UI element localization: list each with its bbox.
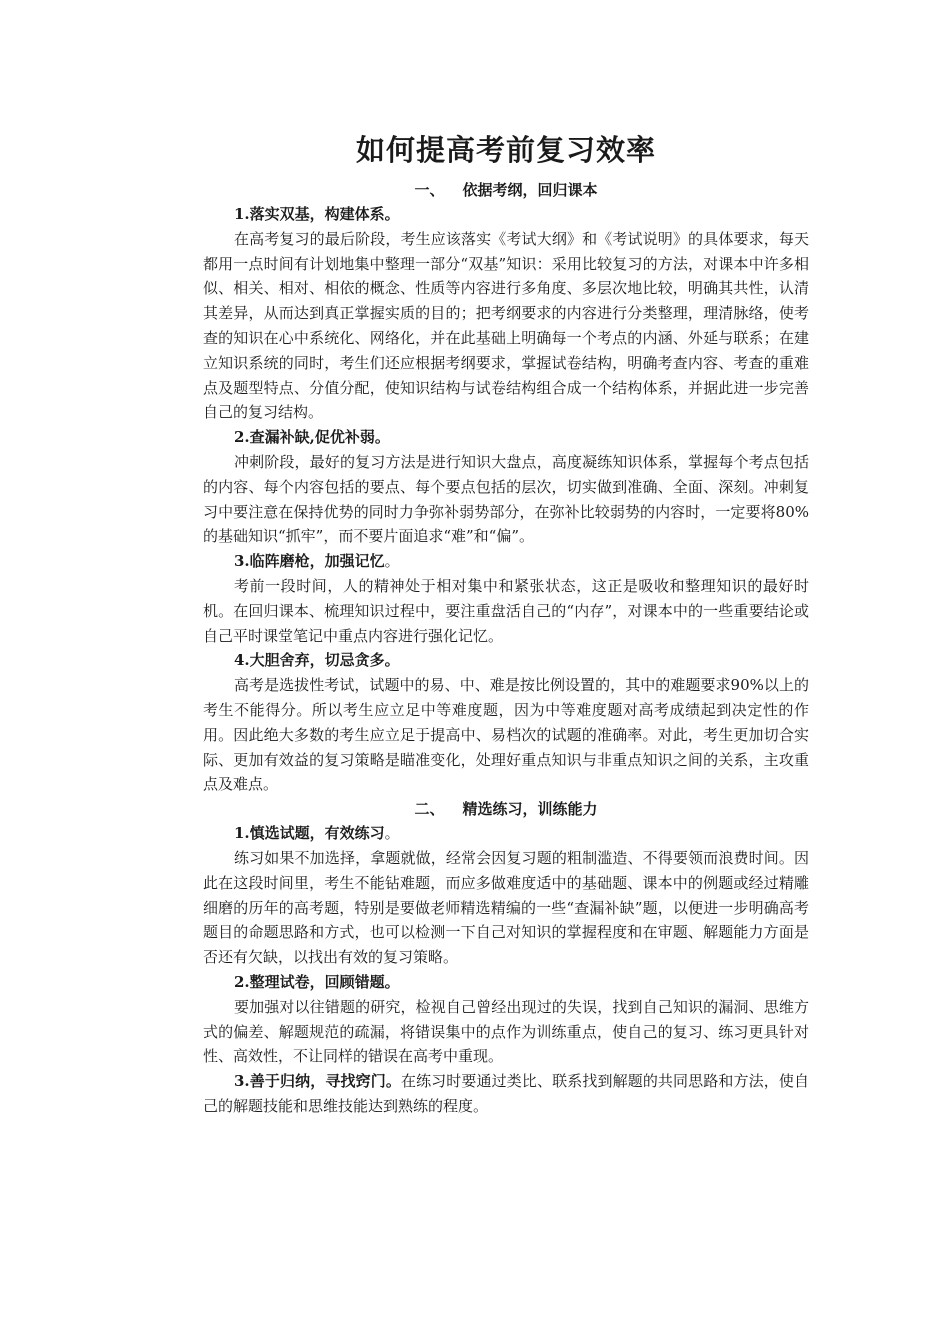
paragraph-1-1: 在高考复习的最后阶段，考生应该落实《考试大纲》和《考试说明》的具体要求，每天都用一点时间有计划地集中整理一部分“双基”知识：采用比较复习的方法，对课本中许多相似、相关、相对、相依的概念、性质等内容进行多角度、多层次地比较，明确其共性，认清其差异，从而达到真正掌握实质的目的；把考纲要求的内容进行分类整理，理清脉络，使考查的知识在心中系统化、网络化，并在此基础上明确每一个考点的内涵、外延与联系；在建立知识系统的同时，考生们还应根据考纲要求，掌握试卷结构，明确考查内容、考查的重难点及题型特点、分值分配，使知识结构与试卷结构组合成一个结构体系，并据此进一步完善自己的复习结构。 (203, 229, 809, 422)
subheading-text: 1.慎选试题，有效练习 (234, 824, 385, 843)
subheading-2-2 (203, 970, 809, 995)
subheading-1-1 (203, 202, 809, 227)
section-title: 精选练习，训练能力 (462, 800, 598, 819)
subheading-1-4 (203, 648, 809, 673)
subheading-suffix: 。 (384, 552, 400, 571)
paragraph-2-2: 要加强对以往错题的研究，检视自己曾经出现过的失误，找到自己知识的漏洞、思维方式的偏差、解题规范的疏漏，将错误集中的点作为训练重点，使自己的复习、练习更具针对性、高效性，不让同样的错误在高考中重现。 (203, 997, 809, 1066)
subheading-1-3 (203, 549, 809, 574)
section-title: 依据考纲，回归课本 (462, 181, 598, 199)
paragraph-2-1: 练习如果不加选择，拿题就做，经常会因复习题的粗制滥造、不得要领而浪费时间。因此在这段时间里，考生不能钻难题，而应多做难度适中的基础题、课本中的例题或经过精雕细磨的历年的高考题，特别是要做老师精选精编的一些“查漏补缺”题，以便进一步明确高考题目的命题思路和方式，也可以检测一下自己对知识的掌握程度和在审题、解题能力方面是否还有欠缺，以找出有效的复习策略。 (203, 848, 809, 967)
document-title: 如何提高考前复习效率 (355, 133, 656, 167)
inline-text: 在练习时要通过类比、联系找到解题的共同思路和方法，使自己的解题技能和思维技能达到熟练的程度。 (203, 1072, 809, 1115)
subheading-suffix: 。 (384, 824, 400, 843)
paragraph-1-3: 考前一段时间，人的精神处于相对集中和紧张状态，这正是吸收和整理知识的最好时机。在回归课本、梳理知识过程中，要注重盘活自己的“内存”，对课本中的一些重要结论或自己平时课堂笔记中重点内容进行强化记忆。 (203, 576, 809, 645)
subheading-text: 1.落实双基，构建体系。 (234, 205, 400, 223)
subheading-text: 4.大胆舍弃，切忌贪多。 (234, 651, 400, 670)
subheading-1-2 (203, 425, 809, 450)
subheading-2-1 (203, 821, 809, 846)
subheading-text: 2.整理试卷，回顾错题。 (234, 972, 400, 991)
paragraph-1-4: 高考是选拔性考试，试题中的易、中、难是按比例设置的，其中的难题要求90%以上的考生不能得分。所以考生应立足中等难度题，因为中等难度题对高考成绩起到决定性的作用。因此绝大多数的考生应立足于提高中、易档次的试题的准确率。对此，考生更加切合实际、更加有效益的复习策略是瞄准变化，处理好重点知识与非重点知识之间的关系，主攻重点及难点。 (203, 676, 809, 794)
document-page (203, 130, 809, 1119)
section-heading-2 (203, 797, 809, 821)
inline-subheading: 3.善于归纳，寻找窍门。 (234, 1072, 401, 1091)
paragraph-2-3 (203, 1069, 809, 1119)
section-number: 二、 (414, 800, 445, 819)
section-number: 一、 (414, 181, 445, 199)
section-heading-1 (203, 178, 809, 202)
subheading-text: 3.临阵磨枪，加强记忆 (234, 552, 385, 571)
subheading-text: 2.查漏补缺,促优补弱。 (234, 428, 390, 447)
paragraph-1-2: 冲刺阶段，最好的复习方法是进行知识大盘点，高度凝练知识体系，掌握每个考点包括的内容、每个内容包括的要点、每个要点包括的层次，切实做到准确、全面、深刻。冲刺复习中要注意在保持优势的同时力争弥补弱势部分，在弥补比较弱势的内容时，一定要将80%的基础知识“抓牢”，而不要片面追求“难”和“偏”。 (203, 452, 809, 546)
